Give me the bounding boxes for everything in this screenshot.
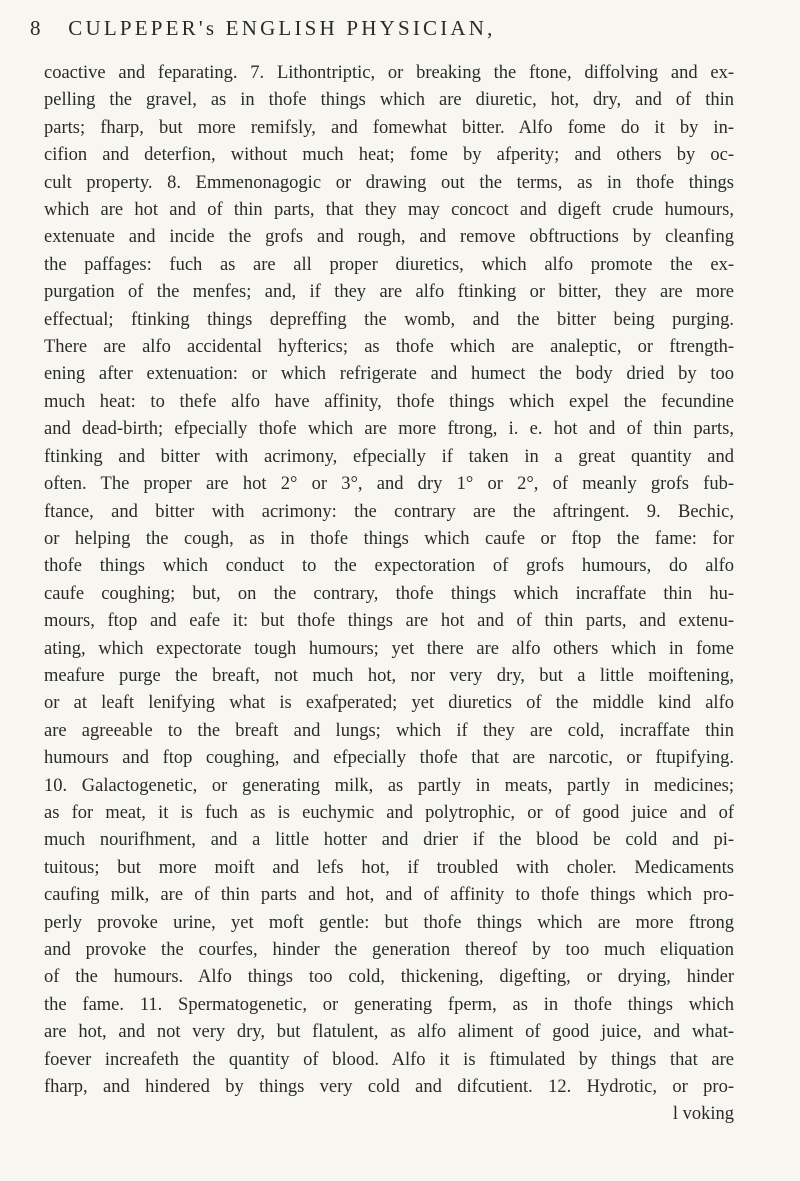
- text-line: purgation of the menfes; and, if they are alfo ftinking or bitter, they are more: [44, 282, 734, 303]
- text-line: mours, ftop and eafe it: but thofe things are hot and of thin parts, and extenu-: [44, 611, 734, 632]
- text-line: ening after extenuation: or which refrigerate and humect the body dried by too: [44, 364, 734, 385]
- text-line: often. The proper are hot 2° or 3°, and dry 1° or 2°, of meanly grofs fub-: [44, 474, 734, 495]
- text-line: fharp, and hindered by things very cold and difcutient. 12. Hydrotic, or pro-: [44, 1077, 734, 1098]
- text-line: meafure purge the breaft, not much hot, nor very dry, but a little moiftening,: [44, 665, 734, 686]
- text-line: thofe things which conduct to the expectoration of grofs humours, do alfo: [44, 556, 734, 577]
- text-line: which are hot and of thin parts, that they may concoct and digeft crude humours,: [44, 200, 734, 221]
- text-line: much nourifhment, and a little hotter and drier if the blood be cold and pi-: [44, 830, 734, 851]
- text-line: are hot, and not very dry, but flatulent, as alfo aliment of good juice, and what-: [44, 1022, 734, 1043]
- text-line: caufe coughing; but, on the contrary, thofe things which incraffate thin hu-: [44, 583, 734, 604]
- text-line: are agreeable to the breaft and lungs; which if they are cold, incraffate thin: [44, 720, 734, 741]
- text-line: 10. Galactogenetic, or generating milk, as partly in meats, partly in medicines;: [44, 775, 734, 796]
- catchword-line: l voking: [672, 1104, 734, 1125]
- text-line: cifion and deterfion, without much heat; fome by afperity; and others by oc-: [44, 145, 734, 166]
- text-line: or at leaft lenifying what is exafperated; yet diuretics of the middle kind alfo: [44, 693, 734, 714]
- text-line: ftance, and bitter with acrimony: the contrary are the aftringent. 9. Bechic,: [44, 501, 734, 522]
- text-line: ating, which expectorate tough humours; yet there are alfo others which in fome: [44, 638, 734, 659]
- page-header: [30, 16, 750, 44]
- text-line: cult property. 8. Emmenonagogic or drawing out the terms, as in thofe things: [44, 172, 734, 193]
- text-line: as for meat, it is fuch as is euchymic and polytrophic, or of good juice and of: [44, 802, 734, 823]
- text-line: ftinking and bitter with acrimony, efpecially if taken in a great quantity and: [44, 446, 734, 467]
- text-line: foever increafeth the quantity of blood. Alfo it is ftimulated by things that are: [44, 1049, 734, 1070]
- text-line: tuitous; but more moift and lefs hot, if troubled with choler. Medicaments: [44, 857, 734, 878]
- text-line: caufing milk, are of thin parts and hot, and of affinity to thofe things which pro-: [44, 885, 734, 906]
- text-line: or helping the cough, as in thofe things which caufe or ftop the fame: for: [44, 528, 734, 549]
- text-line: extenuate and incide the grofs and rough, and remove obftructions by cleanfing: [44, 227, 734, 248]
- text-line: parts; fharp, but more remifsly, and fomewhat bitter. Alfo fome do it by in-: [44, 117, 734, 138]
- text-line: and dead-birth; efpecially thofe which are more ftrong, i. e. hot and of thin parts,: [44, 419, 734, 440]
- text-line: There are alfo accidental hyfterics; as thofe which are analeptic, or ftrength-: [44, 337, 734, 358]
- text-line: humours and ftop coughing, and efpecially thofe that are narcotic, or ftupifying.: [44, 748, 734, 769]
- text-line: much heat: to thefe alfo have affinity, thofe things which expel the fecundine: [44, 391, 734, 412]
- running-head: CULPEPER's ENGLISH PHYSICIAN,: [68, 16, 496, 40]
- text-line: pelling the gravel, as in thofe things which are diuretic, hot, dry, and of thin: [44, 90, 734, 111]
- body-text: [44, 60, 734, 1129]
- text-line: coactive and feparating. 7. Lithontriptic, or breaking the ftone, diffolving and ex-: [44, 63, 734, 83]
- page-number: 8: [30, 16, 42, 40]
- text-line: of the humours. Alfo things too cold, thickening, digefting, or drying, hinder: [44, 967, 734, 988]
- text-line: and provoke the courfes, hinder the generation thereof by too much eliquation: [44, 940, 734, 960]
- text-line: the fame. 11. Spermatogenetic, or generating fperm, as in thofe things which: [44, 994, 734, 1015]
- text-line: the paffages: fuch as are all proper diuretics, which alfo promote the ex-: [44, 254, 734, 275]
- text-line: perly provoke urine, yet moft gentle: but thofe things which are more ftrong: [44, 912, 734, 933]
- text-line: effectual; ftinking things depreffing the womb, and the bitter being purging.: [44, 309, 734, 330]
